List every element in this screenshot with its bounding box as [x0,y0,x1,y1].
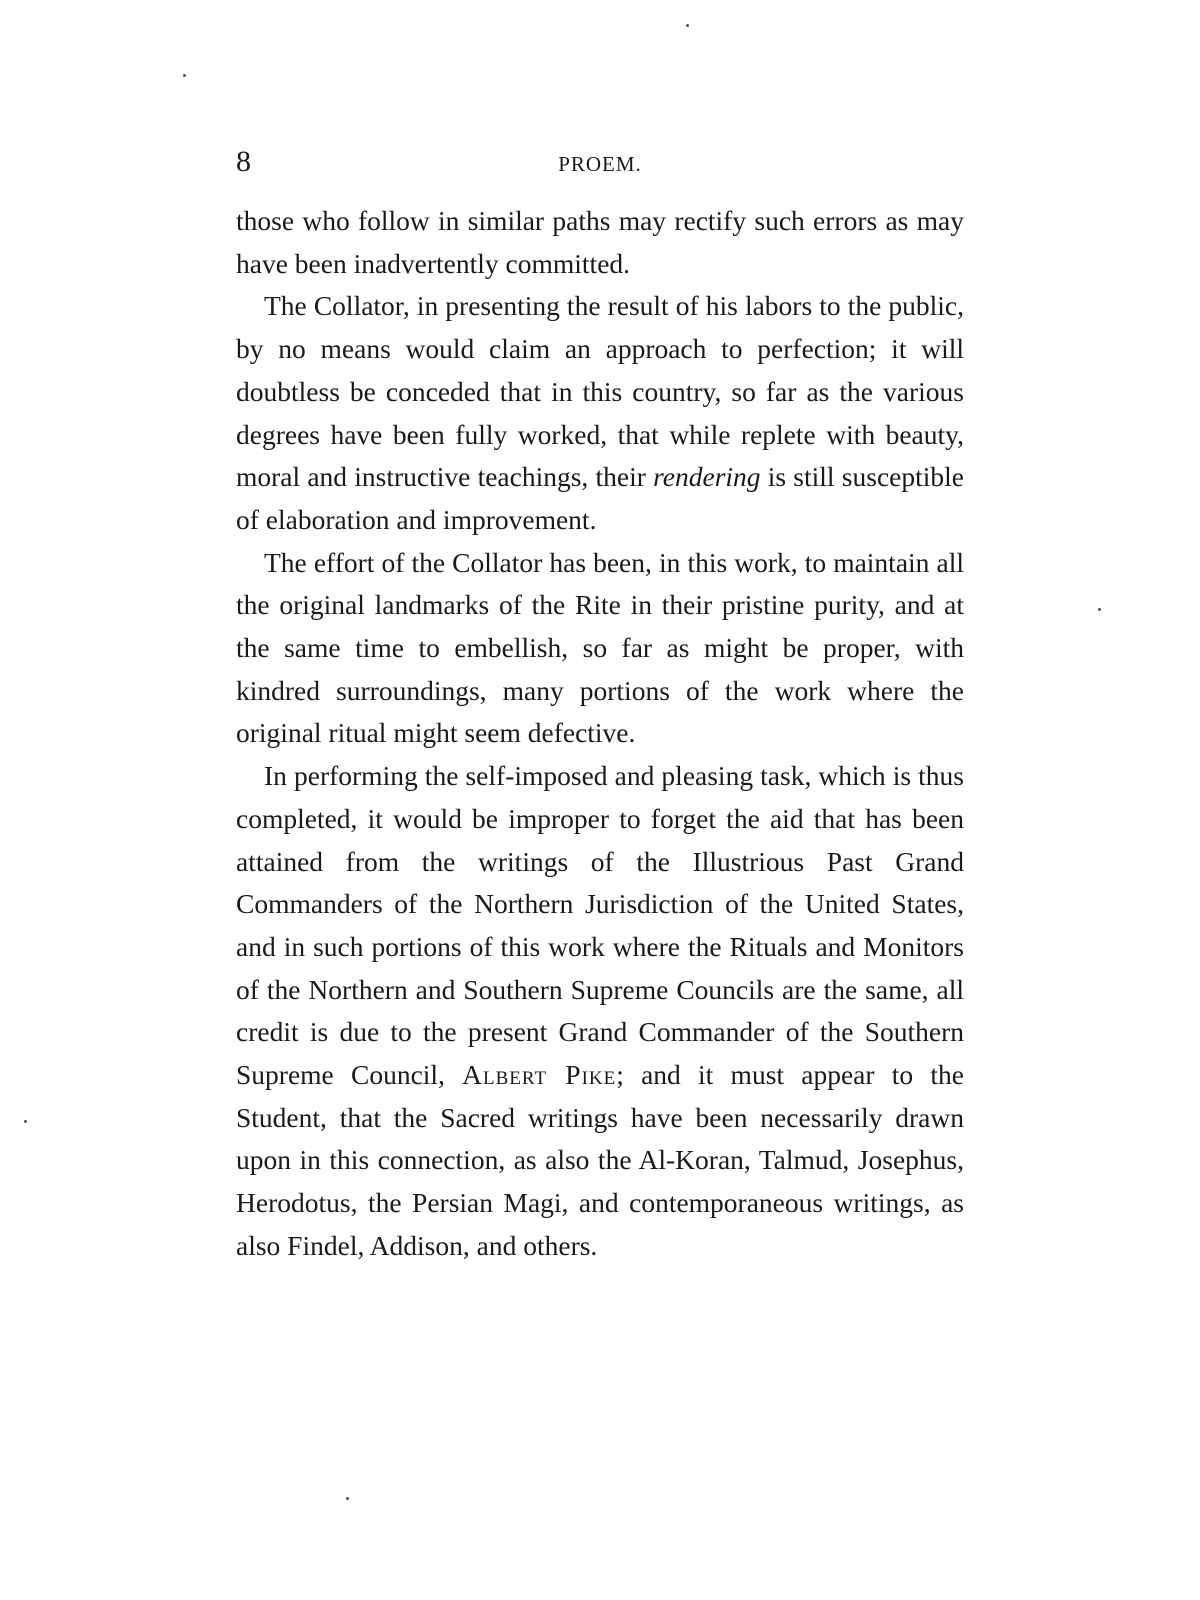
text-run: The Collator, in presenting the result of his labors to the public, by no means would claim an approach to perfection; it will doubtless be conceded that in this country, so far as the various degrees have been fully worked, that while replete with beauty, moral and instructive teachings, their [236,290,964,493]
running-head [236,142,964,182]
text-run: In performing the self-imposed and pleasing task, which is thus completed, it would be improper to forget the aid that has been attained from the writings of the Illustrious Past Grand Commanders of the Northern Jurisdiction of the United States, and in such portions of this work where the Rituals and Monitors of the Northern and Southern Supreme Councils are the same, all credit is due to the present Grand Commander of the Southern Supreme Council, [236,760,964,1091]
running-title: PROEM. [558,152,642,176]
small-caps-name: Albert Pike [462,1059,617,1091]
italic-text: rendering [653,461,761,493]
scan-speck [346,1497,349,1500]
text-run: those who follow in similar paths may rectify such errors as may have been inadvertently committed. [236,205,964,279]
paragraph-3 [236,542,964,756]
paragraph-4 [236,755,964,1267]
paragraph-2 [236,285,964,541]
scan-speck [183,74,186,77]
scan-speck [24,1120,27,1123]
scan-speck [686,24,689,27]
paragraph-1 [236,200,964,285]
text-run: ; and it must appear to the Student, that the Sacred writings have been necessarily drawn upon in this connection, as also the Al-Koran, Talmud, Josephus, Herodotus, the Persian Magi, and contemporaneous writings, as also Findel, Addison, and others. [236,1059,964,1261]
page-number: 8 [236,145,251,178]
text-run: The effort of the Collator has been, in this work, to maintain all the original landmarks of the Rite in their pristine purity, and at the same time to embellish, so far as might be proper, with kindred surroundings, many portions of the work where the original ritual might seem defective. [236,546,964,749]
text-run: is still susceptible of elaboration and improvement. [236,461,964,535]
scan-speck [1098,608,1101,611]
body-text [236,200,964,1268]
